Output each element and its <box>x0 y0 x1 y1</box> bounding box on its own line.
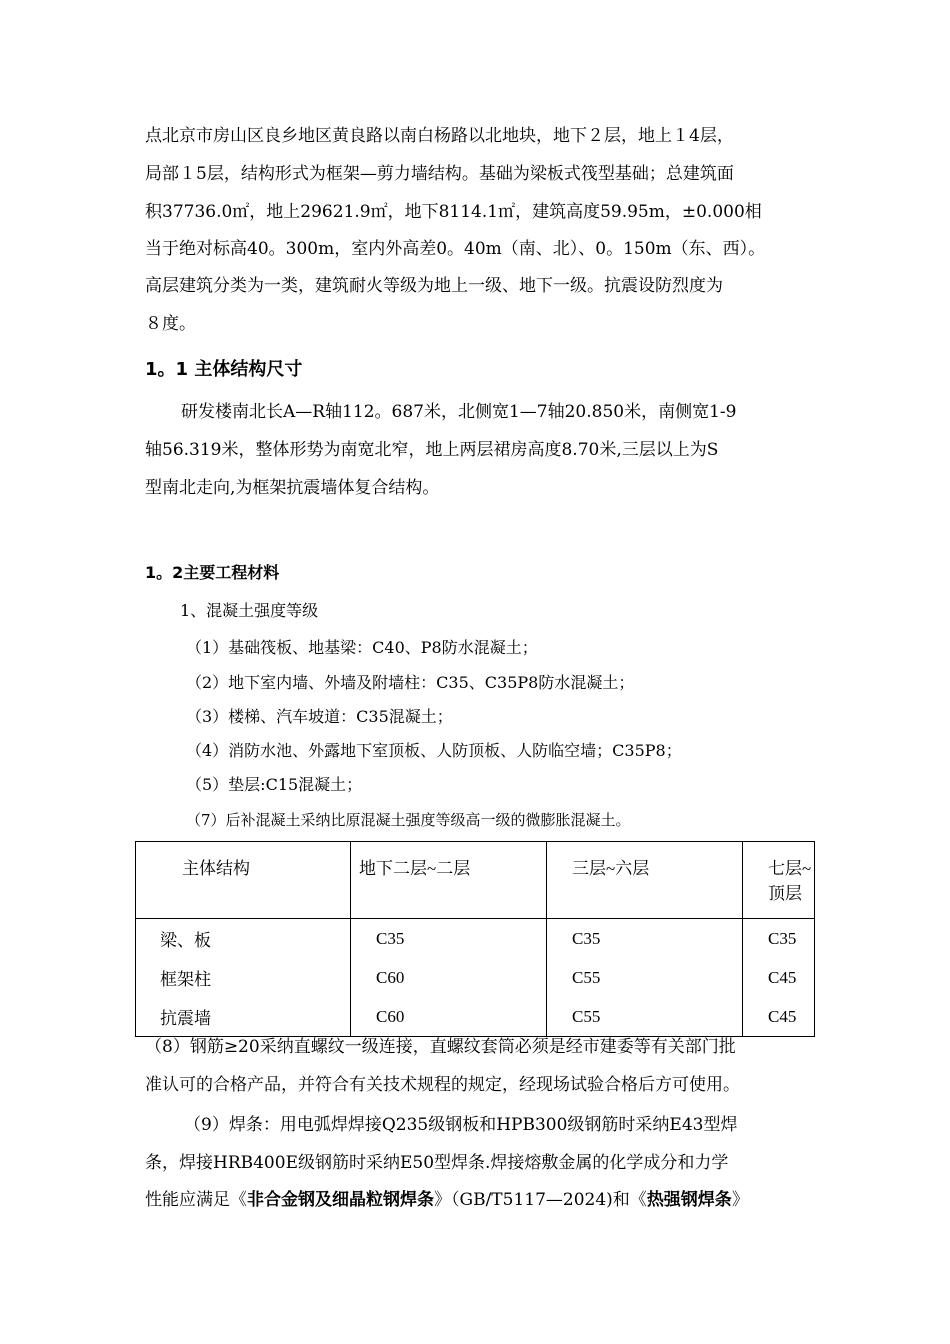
intro-line-4: 当于绝对标高40。300m，室内外高差0。40m（南、北）、0。150m（东、西）。 <box>145 239 766 259</box>
intro-line-2: 局部１5层，结构形式为框架—剪力墙结构。基础为梁板式筏型基础；总建筑面 <box>145 164 734 184</box>
table-header-cell: 七层~顶层 <box>743 842 815 919</box>
item-9-line-3 <box>145 1188 749 1212</box>
intro-line-6: ８度。 <box>145 314 196 334</box>
material-item-5: （5）垫层:C15混凝土； <box>186 775 363 794</box>
material-item-3: （3）楼梯、汽车坡道：C35混凝土； <box>186 707 453 726</box>
table-cell: C45 <box>743 958 815 997</box>
table-row <box>136 958 815 997</box>
table-row <box>136 919 815 959</box>
table-header-cell: 主体结构 <box>136 842 351 919</box>
table-cell: 抗震墙 <box>136 997 351 1037</box>
material-item-2: （2）地下室内墙、外墙及附墙柱：C35、C35P8防水混凝土； <box>186 673 635 692</box>
intro-line-5: 高层建筑分类为一类，建筑耐火等级为地上一级、地下一级。抗震设防烈度为 <box>145 276 723 296</box>
table-cell: C35 <box>743 919 815 959</box>
intro-line-3: 积37736.0㎡，地上29621.9㎡，地下8114.1㎡，建筑高度59.95m，±0.000相 <box>145 202 762 222</box>
material-item-1: （1）基础筏板、地基梁：C40、P8防水混凝土； <box>186 638 538 657</box>
section-1-1-line-3: 型南北走向,为框架抗震墙体复合结构。 <box>145 478 440 498</box>
table-header-cell: 地下二层~二层 <box>351 842 547 919</box>
table-cell: 框架柱 <box>136 958 351 997</box>
concrete-grade-table <box>135 841 815 1037</box>
material-item-7: （7）后补混凝土采纳比原混凝土强度等级高一级的微膨胀混凝土。 <box>186 811 631 829</box>
table-cell: 梁、板 <box>136 919 351 959</box>
table-header-row <box>136 842 815 919</box>
section-1-1-line-2: 轴56.319米，整体形势为南宽北窄，地上两层裙房高度8.70米,三层以上为S <box>145 440 719 460</box>
item-9-line-1: （9）焊条：用电弧焊焊接Q235级钢板和HPB300级钢筋时采纳E43型焊 <box>184 1115 738 1135</box>
table-cell: C45 <box>743 997 815 1037</box>
table-header-cell: 三层~六层 <box>547 842 743 919</box>
item-9-text: 》 <box>731 1190 749 1210</box>
table-cell: C35 <box>351 919 547 959</box>
table-cell: C60 <box>351 997 547 1037</box>
table-cell: C55 <box>547 958 743 997</box>
item-9-text: 》（GB/T5117—2024)和《 <box>434 1190 647 1210</box>
section-heading-1-1: 1。1 主体结构尺寸 <box>145 359 303 380</box>
item-8-line-1: （8）钢筋≥20采纳直螺纹一级连接，直螺纹套筒必须是经市建委等有关部门批 <box>145 1037 736 1057</box>
item-9-text: 性能应满足《 <box>145 1190 247 1210</box>
item-8-line-2: 准认可的合格产品，并符合有关技术规程的规定，经现场试验合格后方可使用。 <box>145 1075 740 1095</box>
item-9-line-2: 条，焊接HRB400E级钢筋时采纳E50型焊条.焊接熔敷金属的化学成分和力学 <box>145 1153 729 1173</box>
table-cell: C60 <box>351 958 547 997</box>
section-heading-1-2: 1。2主要工程材料 <box>145 563 280 582</box>
section-1-1-line-1: 研发楼南北长A—R轴112。687米，北侧宽1—7轴20.850米，南侧宽1-9 <box>181 402 737 422</box>
table-cell: C35 <box>547 919 743 959</box>
table-row <box>136 997 815 1037</box>
intro-line-1: 点北京市房山区良乡地区黄良路以南白杨路以北地块，地下２层，地上１4层， <box>145 126 734 146</box>
table-cell: C55 <box>547 997 743 1037</box>
standard-title: 非合金钢及细晶粒钢焊条 <box>247 1190 434 1210</box>
material-item-4: （4）消防水池、外露地下室顶板、人防顶板、人防临空墙；C35P8； <box>186 741 682 760</box>
concrete-grade-subheading: 1、混凝土强度等级 <box>180 601 319 620</box>
standard-title: 热强钢焊条 <box>646 1190 732 1210</box>
